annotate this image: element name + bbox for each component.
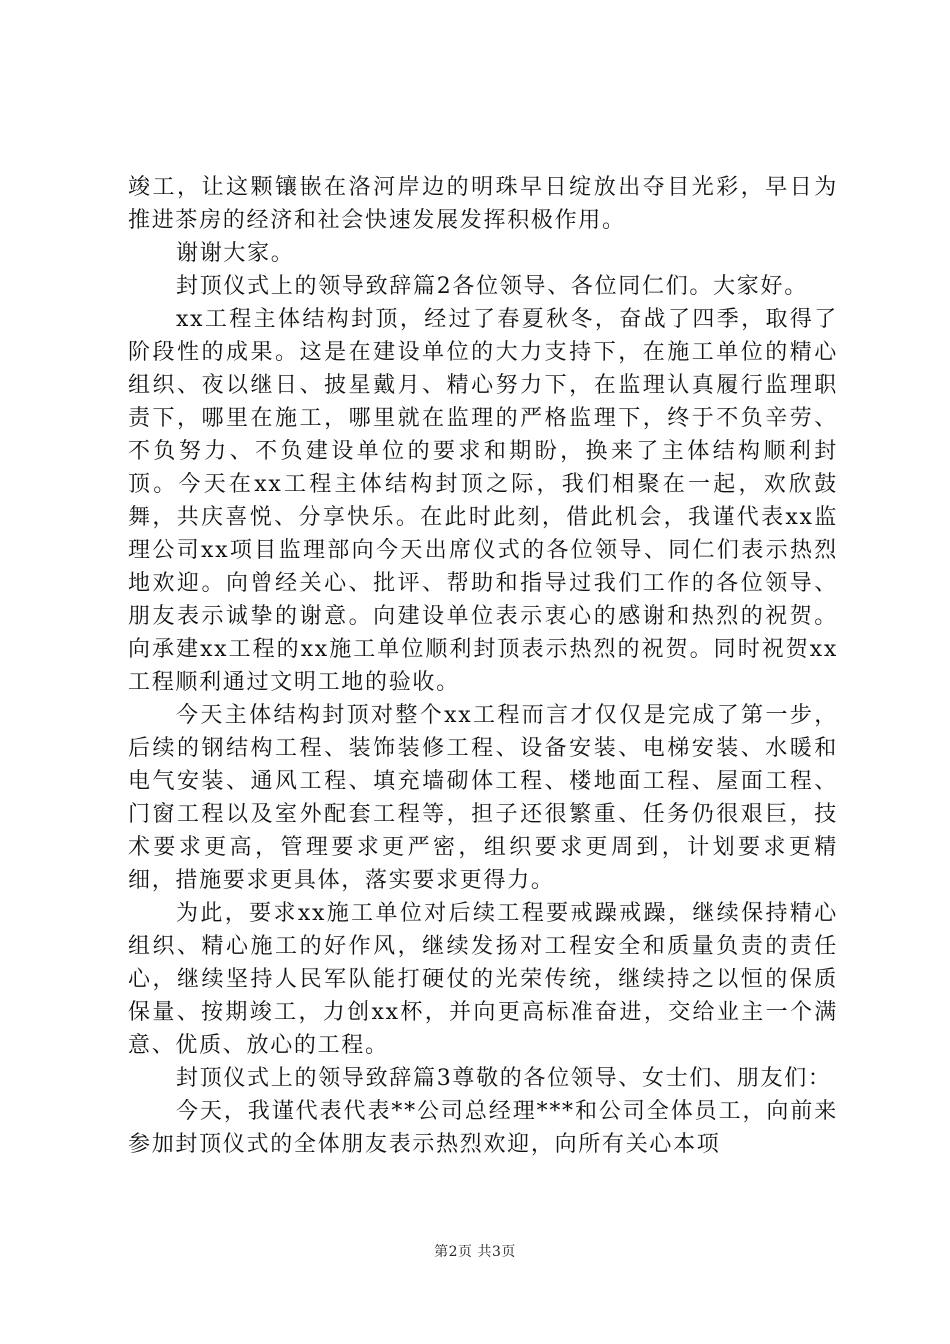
paragraph-4: xx工程主体结构封顶，经过了春夏秋冬，奋战了四季，取得了阶段性的成果。这是在建设单位的大力支持下，在施工单位的精心组织、夜以继日、披星戴月、精心努力下，在监理认真履行监理职责下，哪里在施工，哪里就在监理的严格监理下，终于不负辛劳、不负努力、不负建设单位的要求和期盼，换来了主体结构顺利封顶。今天在xx工程主体结构封顶之际，我们相聚在一起，欢欣鼓舞，共庆喜悦、分享快乐。在此时此刻，借此机会，我谨代表xx监理公司xx项目监理部向今天出席仪式的各位领导、同仁们表示热烈地欢迎。向曾经关心、批评、帮助和指导过我们工作的各位领导、朋友表示诚挚的谢意。向建设单位表示衷心的感谢和热烈的祝贺。向承建xx工程的xx施工单位顺利封顶表示热烈的祝贺。同时祝贺xx工程顺利通过文明工地的验收。: [128, 307, 838, 695]
paragraph-6: 为此，要求xx施工单位对后续工程要戒躁戒躁，继续保持精心组织、精心施工的好作风，继续发扬对工程安全和质量负责的责任心，继续坚持人民军队能打硬仗的光荣传统，继续持之以恒的保质保量、按期竣工，力创xx杯，并向更高标准奋进，交给业主一个满意、优质、放心的工程。: [128, 901, 838, 1058]
paragraph-8: 今天，我谨代表代表**公司总经理***和公司全体员工，向前来参加封顶仪式的全体朋友表示热烈欢迎，向所有关心本项: [128, 1099, 838, 1157]
document-body: [128, 171, 838, 1161]
page-footer: 第2页 共3页: [434, 1244, 516, 1260]
paragraph-7: 封顶仪式上的领导致辞篇3尊敬的各位领导、女士们、朋友们：: [176, 1066, 832, 1091]
paragraph-5: 今天主体结构封顶对整个xx工程而言才仅仅是完成了第一步，后续的钢结构工程、装饰装修工程、设备安装、电梯安装、水暖和电气安装、通风工程、填充墙砌体工程、楼地面工程、屋面工程、门窗工程以及室外配套工程等，担子还很繁重、任务仍很艰巨，技术要求更高，管理要求更严密，组织要求更周到，计划要求更精细，措施要求更具体，落实要求更得力。: [128, 703, 838, 893]
paragraph-2: 谢谢大家。: [176, 241, 295, 266]
paragraph-1: 竣工，让这颗镶嵌在洛河岸边的明珠早日绽放出夺目光彩，早日为推进茶房的经济和社会快速发展发挥积极作用。: [128, 175, 838, 233]
paragraph-3: 封顶仪式上的领导致辞篇2各位领导、各位同仁们。大家好。: [176, 274, 808, 299]
